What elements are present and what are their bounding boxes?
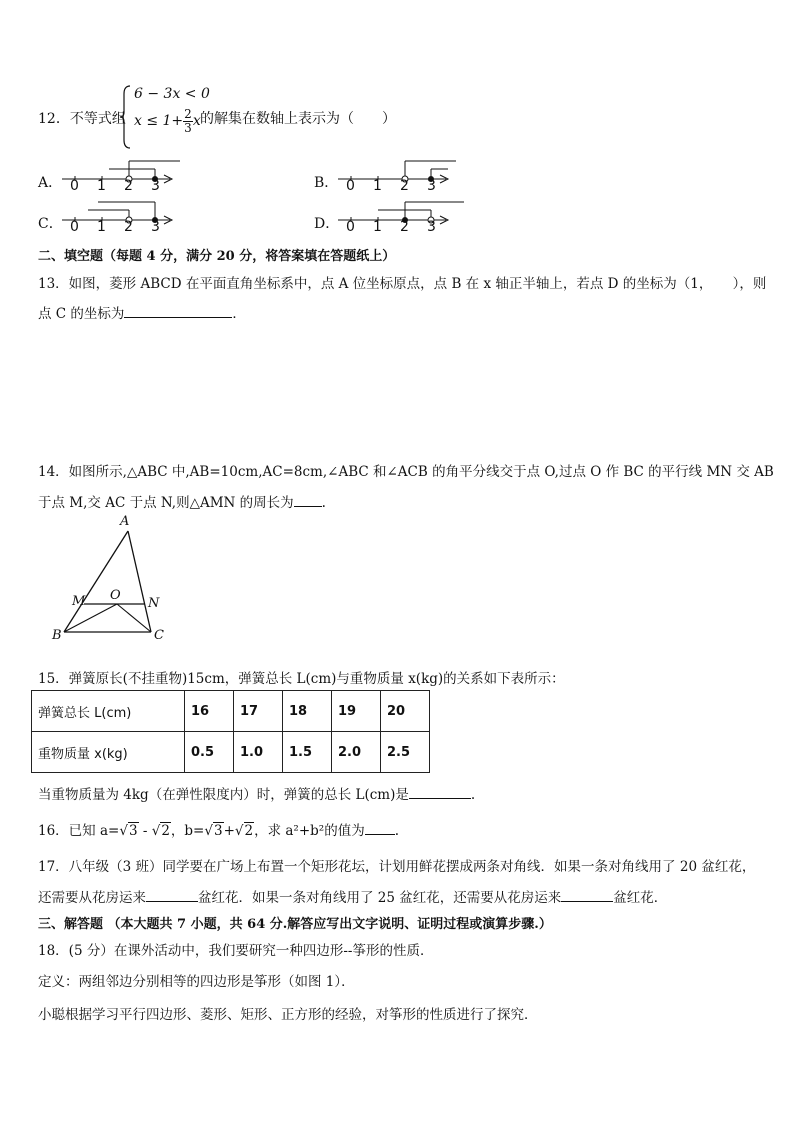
option-b-tick-3: 3 (427, 178, 436, 194)
system-brace (120, 84, 132, 150)
q12-inequality-1: 6 − 3x < 0 (134, 86, 210, 102)
q17-part-b: 盆红花．如果一条对角线用了 25 盆红花，还需要从花房运来 (198, 890, 562, 906)
sqrt-3-b: √3 (204, 823, 223, 839)
option-a-tick-3: 3 (151, 178, 160, 194)
table-cell: 2.5 (381, 732, 430, 773)
option-b-tick-0: 0 (346, 178, 355, 194)
sqrt-3-a: √3 (119, 823, 138, 839)
q16-b-label: ，b= (170, 823, 205, 839)
option-c-tick-2: 2 (124, 219, 133, 235)
sqrt-2-a: √2 (151, 823, 170, 839)
q17-answer-blank-2 (561, 901, 613, 902)
option-d-tick-3: 3 (427, 219, 436, 235)
q16-answer-blank (365, 834, 395, 835)
option-b-tick-2: 2 (400, 178, 409, 194)
q17-part-c: 盆红花． (613, 890, 668, 906)
table-cell: 1.0 (234, 732, 283, 773)
option-c-tick-1: 1 (97, 219, 106, 235)
q13-prompt: 点 C 的坐标为 (38, 306, 125, 322)
q16-a-label: 16．已知 a= (38, 823, 120, 839)
label-c: C (154, 628, 164, 643)
option-a-tick-0: 0 (70, 178, 79, 194)
option-d-tick-0: 0 (346, 219, 355, 235)
q18-line-1: 18．(5 分）在课外活动中，我们要研究一种四边形--筝形的性质． (38, 943, 434, 959)
q12-frac-num: 2 (184, 107, 192, 121)
q12-ineq2-a: x ≤ 1+ (134, 113, 184, 130)
q13-answer-blank (124, 317, 232, 318)
q15-intro: 15．弹簧原长(不挂重物)15cm，弹簧总长 L(cm)与重物质量 x(kg)的关系如下表所示： (38, 671, 565, 687)
table-cell: 1.5 (283, 732, 332, 773)
q16-plus: + (223, 823, 235, 839)
triangle-figure (50, 515, 180, 645)
table-cell: 17 (234, 691, 283, 732)
table-row (32, 732, 430, 773)
q17-answer-blank-1 (146, 901, 198, 902)
q18-line-2: 定义：两组邻边分别相等的四边形是筝形（如图 1）． (38, 974, 355, 990)
q17-line-2 (38, 886, 667, 906)
q17-line-1: 17．八年级（3 班）同学要在广场上布置一个矩形花坛，计划用鲜花摆成两条对角线．如果一条对角线用了 20 盆红花， (38, 859, 756, 875)
row1-header: 弹簧总长 L(cm) (32, 691, 185, 732)
row2-header: 重物质量 x(kg) (32, 732, 185, 773)
q14-line-2 (38, 491, 326, 511)
table-row (32, 691, 430, 732)
q16-ask: ，求 a²+b²的值为 (254, 823, 365, 839)
q15-prompt: 当重物质量为 4kg（在弹性限度内）时，弹簧的总长 L(cm)是 (38, 787, 409, 803)
option-c-label: C． (38, 216, 63, 232)
option-b-tick-1: 1 (373, 178, 382, 194)
option-d-label: D． (314, 216, 340, 232)
table-cell: 19 (332, 691, 381, 732)
q18-line-3: 小聪根据学习平行四边形、菱形、矩形、正方形的经验，对筝形的性质进行了探究． (38, 1007, 538, 1023)
q12-suffix: 的解集在数轴上表示为（ ） (200, 111, 396, 127)
label-m: M (72, 594, 86, 609)
section-2-heading: 二、填空题（每题 4 分，满分 20 分，将答案填在答题纸上） (38, 249, 396, 264)
q15-answer-blank (409, 798, 471, 799)
q14-line-1: 14．如图所示,△ABC 中,AB=10cm,AC=8cm,∠ABC 和∠ACB 的角平分线交于点 O,过点 O 作 BC 的平行线 MN 交 AB (38, 464, 774, 480)
q16-line (38, 819, 399, 839)
q12-frac-den: 3 (184, 120, 192, 135)
option-a-tick-2: 2 (124, 178, 133, 194)
option-d-tick-1: 1 (373, 219, 382, 235)
sqrt-2-b: √2 (234, 823, 254, 839)
q13-line-2 (38, 302, 246, 322)
option-a-tick-1: 1 (97, 178, 106, 194)
label-n: N (148, 596, 160, 611)
q14-prompt: 于点 M,交 AC 于点 N,则△AMN 的周长为 (38, 495, 294, 511)
q12-prefix: 12．不等式组 (38, 111, 126, 127)
q13-end: ． (232, 306, 246, 322)
q16-end: . (394, 823, 400, 839)
q13-line-1: 13．如图，菱形 ABCD 在平面直角坐标系中，点 A 位坐标原点，点 B 在 x 轴正半轴上，若点 D 的坐标为（1， ），则 (38, 276, 767, 292)
option-d-tick-2: 2 (400, 219, 409, 235)
q15-question (38, 783, 475, 803)
table-cell: 20 (381, 691, 430, 732)
table-cell: 16 (185, 691, 234, 732)
option-c-tick-3: 3 (151, 219, 160, 235)
q12-ineq2-b: x (192, 113, 201, 130)
q14-end: . (321, 495, 326, 511)
label-o: O (110, 588, 121, 603)
q15-end: . (470, 787, 476, 803)
q17-part-a: 还需要从花房运来 (38, 890, 146, 906)
option-b-label: B． (314, 175, 339, 191)
section-3-heading: 三、解答题 （本大题共 7 小题，共 64 分.解答应写出文字说明、证明过程或演算步骤.） (38, 917, 552, 932)
option-c-tick-0: 0 (70, 219, 79, 235)
table-cell: 18 (283, 691, 332, 732)
q16-minus: - (138, 823, 152, 839)
option-a-label: A． (38, 175, 63, 191)
q12-inequality-2 (134, 108, 201, 134)
q15-table (31, 690, 430, 773)
q12-fraction (183, 108, 193, 134)
label-a: A (120, 514, 130, 529)
q14-answer-blank (294, 506, 322, 507)
table-cell: 0.5 (185, 732, 234, 773)
label-b: B (52, 628, 62, 643)
table-cell: 2.0 (332, 732, 381, 773)
